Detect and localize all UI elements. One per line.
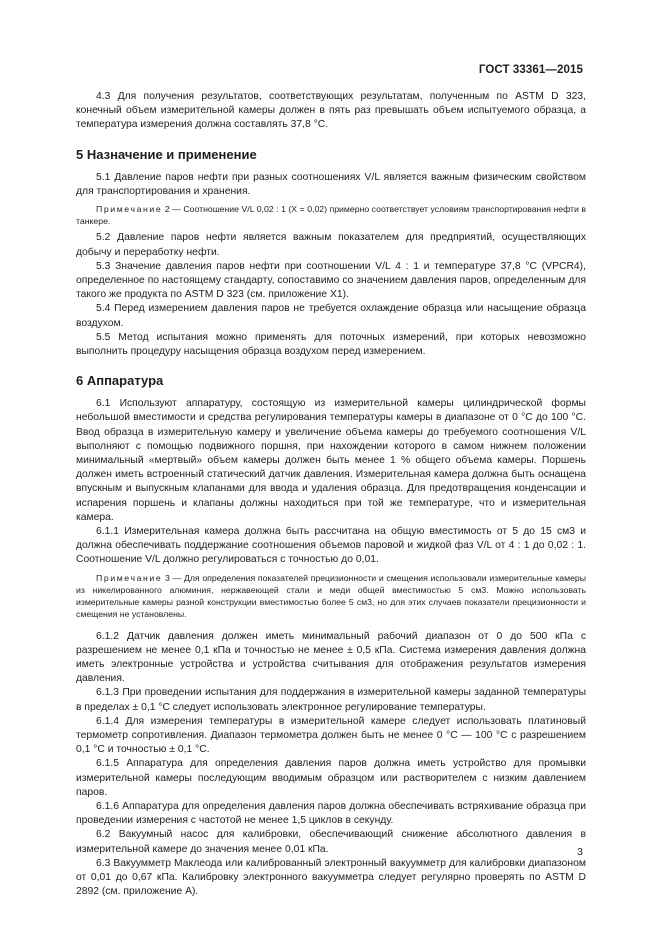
- document-id: ГОСТ 33361—2015: [478, 64, 583, 76]
- note-2-label: Примечание: [96, 204, 163, 215]
- paragraph-6-1: 6.1 Используют аппаратуру, состоящую из измерительной камеры цилиндрической формы небольшой вместимости и средства регулирования температуры камеры в диапазоне от 0 °С до 100 °С. Ввод образца в измерительную камеру и увеличение объема камеры до требуемого соотношения V/L выполняют с помощью подвижного поршня, при нахождении которого в самом нижнем положении минимальный «мертвый» объем камеры должен быть менее 1 % общего объема камеры. Поршень должен иметь встроенный статический датчик давления. Измерительная камера должна быть оснащена впускным и выпускным клапанами для ввода и удаления образца. Для предотвращения конденсации и испарения поршень и клапаны должны находиться при той же температуре, что и измерительная камера.: [76, 398, 586, 523]
- paragraph-5-5: 5.5 Метод испытания можно применять для поточных измерений, при которых невозможно выполнить процедуру насыщения образца воздухом перед измерением.: [76, 331, 586, 358]
- paragraph-5-2: 5.2 Давление паров нефти является важным показателем для предприятий, осуществляющих добычу и переработку нефти.: [76, 232, 586, 258]
- paragraph-6-1-6: 6.1.6 Аппаратура для определения давления паров должна обеспечивать встряхивание образца при проведении измерения с частотой не менее 1,5 циклов в секунду.: [76, 800, 586, 827]
- note-3-text: 3 — Для определения показателей прецизионности и смещения использовали измерительные камеры из никелированного алюминия, нержавеющей стали и меди общей вместимостью 5 см3. Можно использовать измерительные камеры разной конструкции вместимостью более 5 см3, но для этих случаев показатели прецизионности и смещения не установлены.: [76, 572, 586, 620]
- note-2: [76, 203, 586, 227]
- note-2-text: 2 — Соотношение V/L 0,02 : 1 (X = 0,02) примерно соответствует условиям транспортирования нефти в танкере.: [76, 204, 586, 227]
- paragraph-5-1: 5.1 Давление паров нефти при разных соотношениях V/L является важным физическим свойством для транспортирования и хранения.: [76, 171, 586, 197]
- section-6-title: 6 Аппаратура: [76, 373, 164, 389]
- paragraph-5-4: 5.4 Перед измерением давления паров не требуется охлаждение образца или насыщение образца воздухом.: [76, 303, 586, 329]
- page-content: [76, 90, 586, 899]
- paragraph-5-3: 5.3 Значение давления паров нефти при соотношении V/L 4 : 1 и температуре 37,8 °С (VPCR4), определенное по настоящему стандарту, сопоставимо со значением давления паров, определенным для такого же продукта по ASTM D 323 (см. приложение X1).: [76, 260, 586, 301]
- paragraph-6-3: 6.3 Вакуумметр Маклеода или калиброванный электронный вакуумметр для калибровки диапазоном от 0,01 до 0,67 кПа. Калибровку электронного вакуумметра следует регулярно проверять по ASTM D 2892 (см. приложение А).: [76, 857, 586, 898]
- note-3: [76, 572, 586, 621]
- note-3-label: Примечание: [96, 572, 163, 583]
- paragraph-6-1-2: 6.1.2 Датчик давления должен иметь минимальный рабочий диапазон от 0 до 500 кПа с разрешением не менее 0,1 кПа и точностью не менее ± 0,5 кПа. Система измерения давления должна иметь электронные устройства и устройства считывания для отображения результатов измерения давления.: [76, 630, 586, 685]
- section-5-title: 5 Назначение и применение: [76, 146, 257, 162]
- page-number: 3: [577, 846, 583, 858]
- paragraph-6-1-5: 6.1.5 Аппаратура для определения давления паров должна иметь устройство для промывки измерительной камеры последующим вводимым образцом или растворителем с низким давлением паров.: [76, 758, 586, 798]
- paragraph-6-1-3: 6.1.3 При проведении испытания для поддержания в измерительной камеры заданной температуры в пределах ± 0,1 °С следует использовать электронное регулирование температуры.: [76, 687, 586, 713]
- paragraph-6-1-1: 6.1.1 Измерительная камера должна быть рассчитана на общую вместимость от 5 до 15 см3 и должна обеспечивать поддержание соотношения объемов паровой и жидкой фаз V/L от 4 : 1 до 0,02 : 1. Соотношение V/L должно регулироваться с точностью до 0,01.: [76, 526, 586, 566]
- paragraph-6-2: 6.2 Вакуумный насос для калибровки, обеспечивающий снижение абсолютного давления в измерительной камере до значения менее 0,01 кПа.: [76, 829, 586, 855]
- paragraph-6-1-4: 6.1.4 Для измерения температуры в измерительной камере следует использовать платиновый термометр сопротивления. Диапазон термометра должен быть не менее 0 °С — 100 °С с разрешением 0,1 °С и точностью ± 0,1 °С.: [76, 715, 586, 756]
- paragraph-4-3: 4.3 Для получения результатов, соответствующих результатам, полученным по ASTM D 323, конечный объем измерительной камеры должен в пять раз превышать объем испытуемого образца, а температура измерения должна составлять 37,8 °С.: [76, 91, 586, 131]
